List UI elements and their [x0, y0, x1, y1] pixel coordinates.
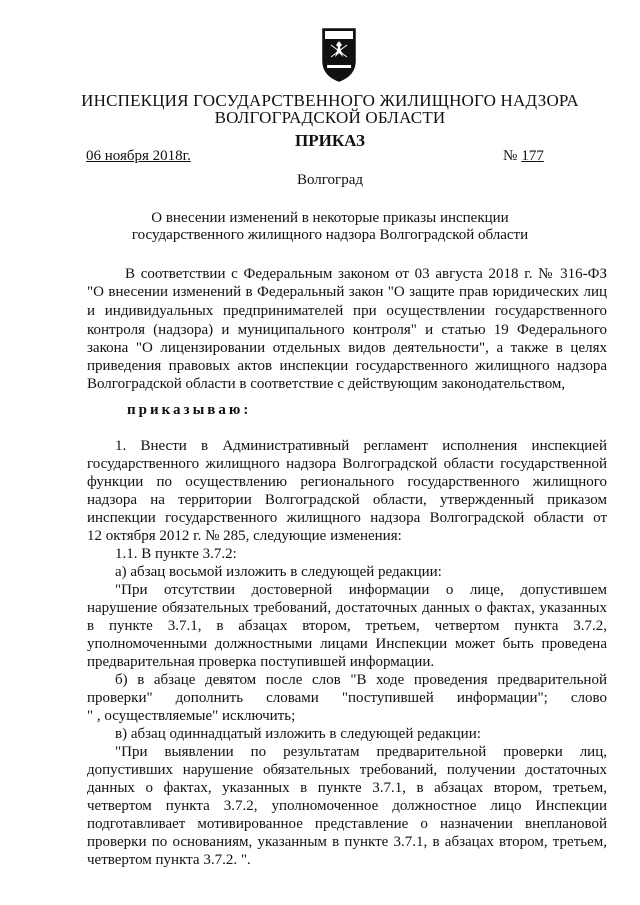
body-line: в) абзац одиннадцатый изложить в следующей редакции: — [115, 726, 481, 742]
body-line: четвертом пункта 3.7.2. ". — [87, 852, 251, 868]
body-line: " , осуществляемые" исключить; — [87, 708, 296, 724]
body-line: а) абзац восьмой изложить в следующей редакции: — [115, 564, 442, 580]
body-line: данных о фактах, указанных в пункте 3.7.1, в абзацах втором, третьем, — [87, 780, 607, 796]
body-line: функции по осуществлению регионального государственного жилищного — [87, 474, 607, 490]
preamble-line: "О внесении изменений в Федеральный закон "О защите прав юридических лиц — [87, 284, 607, 300]
body-line: в пункте 3.7.1, в абзацах втором, третьем, четвертом пункта 3.7.2, — [87, 618, 607, 634]
body-line: предварительная проверка поступившей информации. — [87, 654, 435, 670]
body-line: 1.1. В пункте 3.7.2: — [115, 546, 237, 562]
organization-name-line-2: ВОЛГОГРАДСКОЙ ОБЛАСТИ — [214, 108, 446, 127]
body-line: подготавливает мотивированное представление о назначении внеплановой — [87, 816, 607, 832]
preamble-line: Волгоградской области в соответствие с действующим законодательством, — [87, 376, 566, 392]
body-line: четвертом пункта 3.7.2, уполномоченное должностное лицо Инспекции — [87, 798, 607, 814]
number-value: 177 — [521, 148, 544, 164]
number-sign: № — [503, 148, 518, 164]
body-line: "При отсутствии достоверной информации о лице, допустившем — [115, 582, 607, 598]
body-line: допустивших нарушение обязательных требований, получении достаточных — [87, 762, 607, 778]
body-line: государственного жилищного надзора Волгоградской области государственной — [87, 456, 607, 472]
body-line: 1. Внести в Административный регламент исполнения инспекцией — [115, 438, 607, 454]
document-number — [503, 148, 544, 165]
order-word: приказываю: — [127, 402, 252, 418]
body-line: "При выявлении по результатам предварительной проверки лиц, — [115, 744, 607, 760]
body-line: проверки" дополнить словами "поступившей информации"; слово — [87, 690, 607, 706]
document-date: 06 ноября 2018г. — [86, 148, 191, 164]
city-name: Волгоград — [296, 172, 363, 188]
subject-line: О внесении изменений в некоторые приказы инспекции — [151, 210, 509, 226]
coat-of-arms-icon — [321, 27, 357, 83]
preamble-line: и индивидуальных предпринимателей при осуществлении государственного — [87, 303, 607, 319]
preamble-line: приведения правовых актов инспекции государственного жилищного надзора — [87, 358, 607, 374]
body-line: б) в абзаце девятом после слов "В ходе проведения предварительной — [115, 672, 607, 688]
document-type: ПРИКАЗ — [295, 131, 365, 150]
body-line: 12 октября 2012 г. № 285, следующие изменения: — [87, 528, 402, 544]
body-line: проверки по основаниям, указанным в пункте 3.7.1, в абзацах втором, третьем, — [87, 834, 607, 850]
preamble-line: закона "О лицензировании отдельных видов деятельности", а также в целях — [87, 340, 607, 356]
body-line: нарушение обязательных требований, достаточных данных о фактах, указанных — [87, 600, 607, 616]
preamble-line: В соответствии с Федеральным законом от 03 августа 2018 г. № 316-ФЗ — [125, 266, 607, 282]
body-line: инспекции государственного жилищного надзора Волгоградской области от — [87, 510, 607, 526]
preamble-line: контроля (надзора) и муниципального контроля" и статью 19 Федерального — [87, 322, 607, 338]
body-line: уполномоченными должностными лицами Инспекции может быть проведена — [87, 636, 607, 652]
body-line: надзора на территории Волгоградской области, утвержденный приказом — [87, 492, 607, 508]
document-subject — [80, 210, 580, 244]
subject-line: государственного жилищного надзора Волгоградской области — [131, 227, 529, 243]
organization-name-line-1: ИНСПЕКЦИЯ ГОСУДАРСТВЕННОГО ЖИЛИЩНОГО НАДЗОРА — [81, 91, 579, 110]
